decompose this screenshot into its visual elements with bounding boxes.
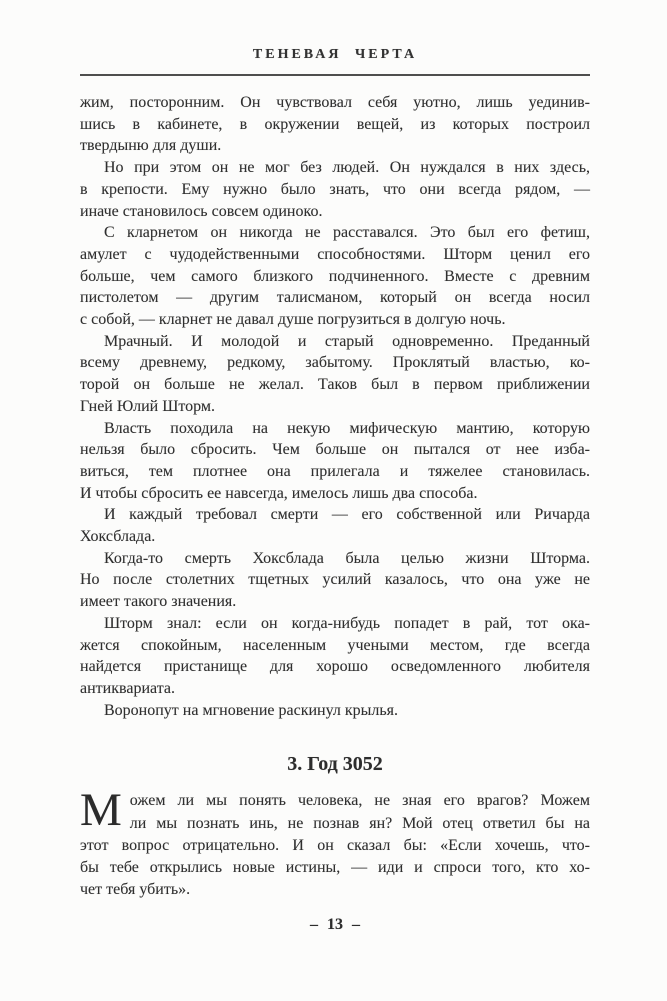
- paragraph: [80, 157, 590, 222]
- text-line: Шторм знал: если он когда-нибудь попадет в рай, тот ока-: [104, 614, 590, 632]
- text-line: в крепости. Ему нужно было знать, что они всегда рядом, —: [80, 180, 590, 198]
- text-line: больше, чем самого близкого подчиненного. Вместе с древним: [80, 267, 590, 285]
- page-number: – 13 –: [310, 916, 360, 934]
- text-line: амулет с чудодейственными способностями. Шторм ценил его: [80, 245, 590, 263]
- paragraph: [80, 418, 590, 505]
- paragraph: [80, 700, 590, 722]
- text-line: найдется пристанище для хорошо осведомленного любителя: [80, 658, 590, 676]
- text-line: И каждый требовал смерти — его собственной или Ричарда: [104, 506, 590, 524]
- paragraph: [80, 613, 590, 700]
- chapter-heading: 3. Год 3052: [287, 753, 383, 776]
- dropcap-letter: М: [80, 784, 122, 837]
- text-line: бы тебе открылись новые истины, — иди и спроси того, кто хо-: [80, 859, 590, 876]
- text-line: нельзя было сбросить. Чем больше он пытался от нее изба-: [80, 441, 590, 459]
- header-rule: [80, 74, 590, 76]
- page-header: [80, 47, 590, 76]
- text-line: Хоксблада.: [80, 528, 156, 546]
- text-line: Власть походила на некую мифическую мантию, которую: [104, 419, 590, 437]
- text-line: с собой, — кларнет не давал душе погрузиться в долгую ночь.: [80, 311, 506, 329]
- text-line: антиквариата.: [80, 679, 175, 697]
- text-line: этот вопрос отрицательно. И он сказал бы: «Если хочешь, что-: [80, 836, 590, 854]
- text-line: Мрачный. И молодой и старый одновременно. Преданный: [104, 332, 590, 350]
- text-line: Воронопут на мгновение раскинул крылья.: [104, 701, 399, 719]
- paragraph: [80, 548, 590, 613]
- text-line: Гней Юлий Шторм.: [80, 397, 216, 415]
- text-line: твердыню для души.: [80, 137, 222, 155]
- text-line: ожем ли мы понять человека, не зная его врагов? Можем: [129, 792, 590, 810]
- text-line: С кларнетом он никогда не расставался. Это был его фетиш,: [104, 224, 590, 242]
- text-line: торой он больше не желал. Таков был в первом приближении: [80, 376, 590, 394]
- text-line: жется спокойным, населенным учеными местом, где всегда: [80, 636, 590, 654]
- chapter-opening-paragraph: [80, 784, 590, 901]
- text-line: всему древнему, редкому, забытому. Проклятый властью, ко-: [80, 354, 590, 372]
- text-line: пистолетом — другим талисманом, который он всегда носил: [80, 289, 590, 307]
- text-line: ли мы познать инь, не познав ян? Мой отец ответил бы на: [129, 814, 590, 832]
- text-line: виться, тем плотнее она прилегала и тяжелее становилась.: [80, 462, 590, 480]
- running-header-title: ТЕНЕВАЯ ЧЕРТА: [252, 47, 418, 62]
- text-line: И чтобы сбросить ее навсегда, имелось лишь два способа.: [80, 484, 478, 502]
- body-text: [80, 92, 590, 721]
- text-line: Но при этом он не мог без людей. Он нуждался в них здесь,: [104, 159, 590, 177]
- text-line: имеет такого значения.: [80, 593, 237, 611]
- paragraph: [80, 504, 590, 547]
- text-line: шись в кабинете, в окружении вещей, из которых построил: [80, 115, 590, 133]
- paragraph: [80, 222, 590, 331]
- text-line: Но после столетних тщетных усилий казалось, что она уже не: [80, 571, 590, 589]
- text-line: Когда-то смерть Хоксблада была целью жизни Шторма.: [104, 549, 590, 567]
- paragraph: [80, 331, 590, 418]
- text-line: чет тебя убить».: [80, 881, 191, 899]
- paragraph: [80, 92, 590, 157]
- text-line: иначе становилось совсем одиноко.: [80, 202, 323, 220]
- text-line: жим, посторонним. Он чувствовал себя уютно, лишь уединив-: [80, 94, 590, 111]
